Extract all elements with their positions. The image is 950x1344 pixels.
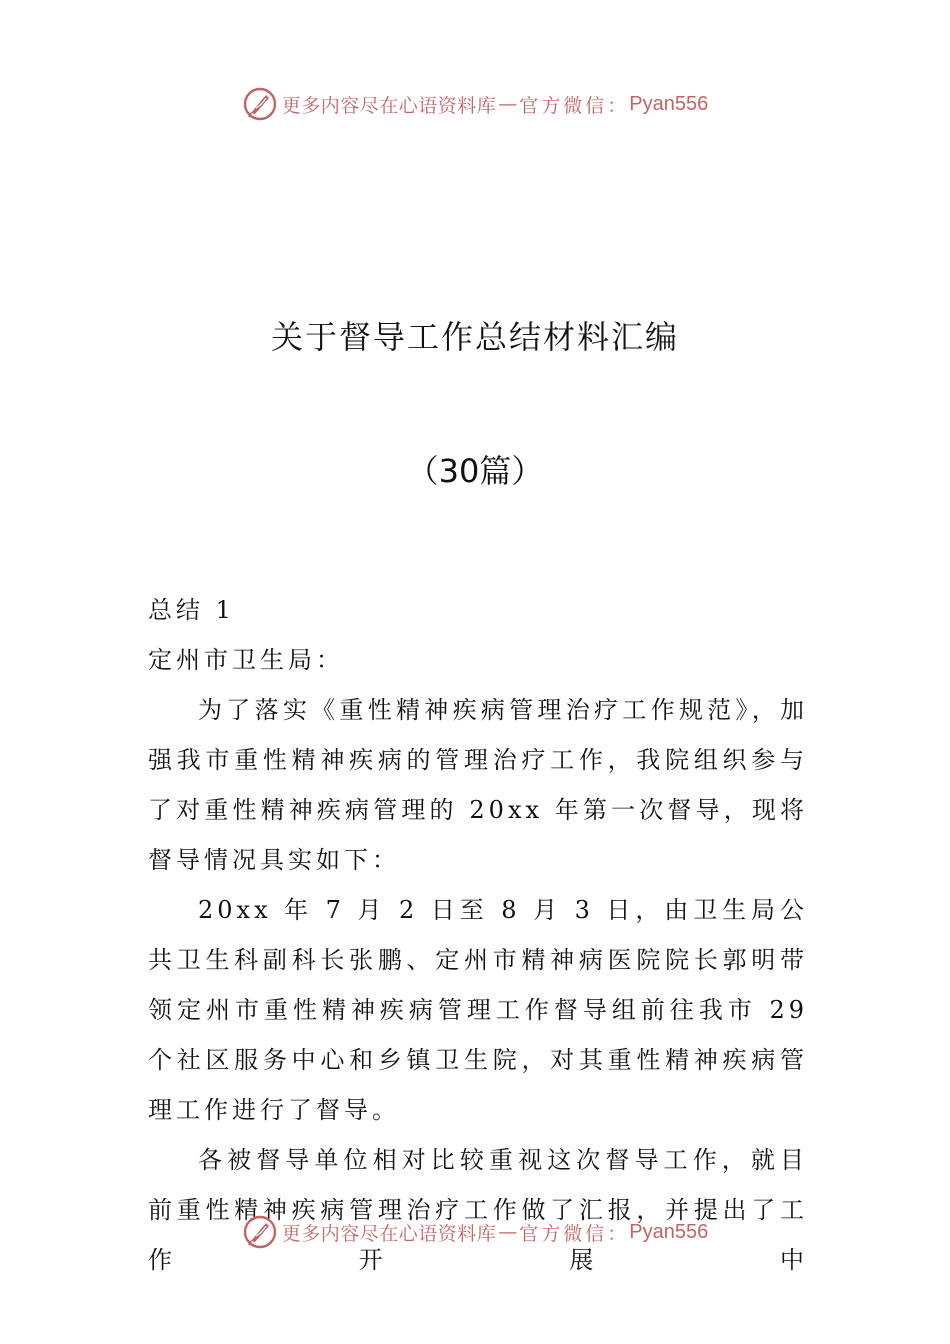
paragraph-1: 为了落实《重性精神疾病管理治疗工作规范》，加强我市重性精神疾病的管理治疗工作，我院组织参与了对重性精神疾病管理的 20xx 年第一次督导，现将督导情况具实如下： (148, 696, 808, 874)
paragraph-2: 20xx 年 7 月 2 日至 8 月 3 日，由卫生局公共卫生科副科长张鹏、定州市精神病医院院长郭明带领定州市重性精神疾病管理工作督导组前往我市 29 个社区服务中心和乡镇卫生院，对其重性精神疾病管理工作进行了督导。 (148, 896, 808, 1124)
watermark-label: 官方微信： (519, 94, 630, 117)
paragraph-3: 各被督导单位相对比较重视这次督导工作，就目前重性精神疾病管理治疗工作做了汇报，并提出了工作开展中 (148, 1146, 808, 1274)
section-heading: 总结 1 (148, 596, 235, 624)
quill-logo-icon (242, 1214, 278, 1250)
watermark-banner-bottom (0, 1212, 950, 1252)
watermark-separator: — (498, 93, 518, 115)
watermark-main-text: 更多内容尽在心语资料库 (281, 1222, 497, 1245)
watermark-separator: — (498, 1221, 518, 1243)
quill-logo-icon (242, 86, 278, 122)
document-subtitle: （30篇） (406, 452, 544, 490)
watermark-wechat-id: Pyan556 (629, 1220, 709, 1243)
watermark-wechat-id: Pyan556 (629, 92, 709, 115)
watermark-label: 官方微信： (519, 1222, 630, 1245)
document-body (148, 585, 808, 1285)
document-title: 关于督导工作总结材料汇编 (270, 318, 679, 356)
watermark-banner-top (0, 84, 950, 124)
addressee: 定州市卫生局： (148, 646, 344, 674)
watermark-main-text: 更多内容尽在心语资料库 (281, 94, 497, 117)
